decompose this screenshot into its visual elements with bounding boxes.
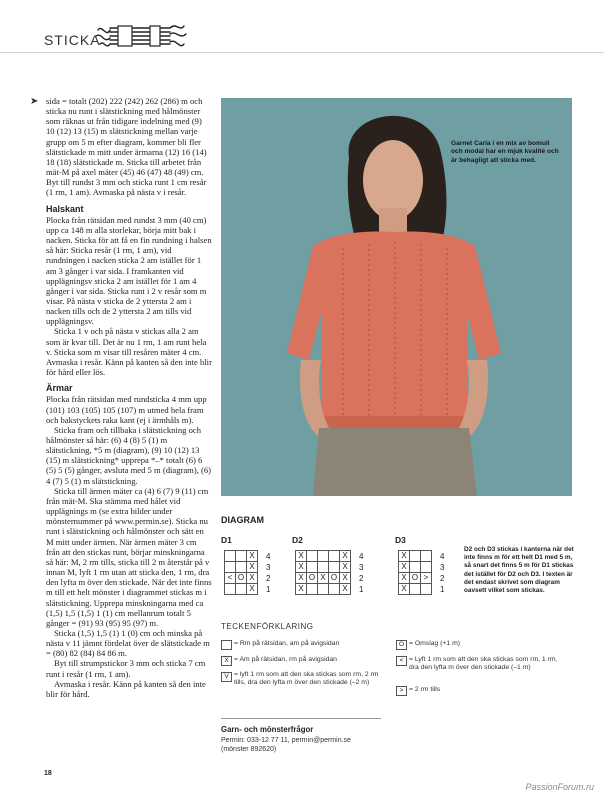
diagram-row-number: 4	[440, 552, 445, 561]
diagram-cell	[307, 562, 318, 573]
d2-grid	[295, 550, 351, 595]
legend-symbol-dec2: V	[221, 672, 232, 682]
diagram-row-number: 4	[266, 552, 271, 561]
diagram-cell	[410, 584, 421, 595]
paragraph-6: Sticka till ärmen mäter ca (4) 6 (7) 9 (11) cm från mät-M. Ska stämma med hålet vid upplägnings m (se extra bilder under mönsternummer på www.permin.se). Sticka nu runt i slätstickning och hålmönster och sätt en M mitt under ärmen. När ärmen mäter 3 cm från att den stickas runt, börjar minskningarna så här: M, 2 rm tills, sticka till 2 m återstår på v innan M, lyft 1 rm utan att sticka den, 1 rm, dra den lyfta m över den stickade. När det inte finns m till ett helt mönster i diagrammet stickas m i slätstickning. Upprepa minskningarna med ca (1,5) 1,5 (1,5) 1 (1) cm mellanrum totalt 5 gånger = (91) 93 (95) 95 (97) m.	[46, 485, 212, 628]
diagram-row-number: 2	[440, 574, 445, 583]
diagram-row	[399, 562, 432, 573]
page-number: 18	[44, 770, 52, 777]
diagram-cell: X	[296, 584, 307, 595]
diagram-row-number: 3	[440, 563, 445, 572]
legend-title: TECKENFÖRKLARING	[221, 622, 314, 631]
diagram-cell: X	[340, 562, 351, 573]
diagram-cell: X	[340, 551, 351, 562]
diagram-row-number: 3	[359, 563, 364, 572]
d1-row-numbers	[266, 551, 270, 595]
diagram-cell: X	[296, 551, 307, 562]
diagram-cell	[318, 584, 329, 595]
diagram-cell	[329, 551, 340, 562]
diagram-row	[296, 573, 351, 584]
diagram-cell: X	[296, 562, 307, 573]
contact-info	[221, 736, 421, 754]
paragraph-8: Byt till strumpstickor 3 mm och sticka 7 cm runt i resår (1 rm, 1 am).	[46, 658, 206, 679]
diagram-cell: X	[340, 573, 351, 584]
contact-line-2: (mönster 892620)	[221, 746, 277, 753]
paragraph-2: Plocka från rätsidan med rundst 3 mm (40 cm) upp ca 148 m alla storlekar, börja mitt bak i nacken. Sticka för att få en fin rundning i halsen så här: Sticka resår (1 rm, 1 am), vid rundningen i nacken sticka 2 am istället för 1 am 3 gånger i var sida. I framkanten vid upplägningsv sticka 2 am istället för 1 am 4 gånger i var sida. Sticka runt i 2 v resår som m visar. På nästa v sticka de 2 yttersta 2 am i nacken tills och de 2 yttersta 2 am tills vid upplägningsv.	[46, 214, 212, 327]
legend-text-k2tog: = 2 rm tills	[409, 686, 441, 693]
diagram-cell: X	[296, 573, 307, 584]
d2-label: D2	[292, 535, 303, 545]
diagram-row	[225, 562, 258, 573]
diagram-cell	[225, 562, 236, 573]
diagram-cell: O	[307, 573, 318, 584]
diagram-title: DIAGRAM	[221, 515, 264, 525]
diagram-cell	[236, 551, 247, 562]
diagram-row	[225, 573, 258, 584]
d3-row-numbers	[440, 551, 444, 595]
diagram-cell	[225, 551, 236, 562]
model-photo	[221, 98, 572, 496]
continue-arrow-icon: ➤	[30, 96, 39, 107]
diagram-row	[399, 573, 432, 584]
diagram-cell	[307, 584, 318, 595]
d1-grid	[224, 550, 258, 595]
diagram-row-number: 1	[266, 585, 271, 594]
diagram-cell: X	[247, 562, 258, 573]
diagram-cell	[236, 562, 247, 573]
legend-text-yarnover: = Omslag (+1 m)	[409, 640, 460, 647]
photo-caption: Garnet Carla i en mix av bomull och modal har en mjuk kvalité och är behagligt att sticka med.	[451, 140, 559, 164]
diagram-row	[225, 551, 258, 562]
diagram-row-number: 2	[359, 574, 364, 583]
diagram-cell	[329, 584, 340, 595]
diagram-row	[296, 551, 351, 562]
paragraph-4: Plocka från rätsidan med rundsticka 4 mm upp (101) 103 (105) 105 (107) m utmed hela fram och bakstyckets raka kant (ej i ärmhåls m).	[46, 394, 207, 425]
diagram-cell: X	[399, 551, 410, 562]
d3-label: D3	[395, 535, 406, 545]
diagram-row	[296, 562, 351, 573]
diagram-cell: X	[399, 573, 410, 584]
legend-symbol-skp: <	[396, 656, 407, 666]
diagram-row	[225, 584, 258, 595]
yarn-skein-icon	[92, 16, 188, 56]
paragraph-7: Sticka (1,5) 1,5 (1) 1 (0) cm och minska på nästa v 11 jämnt fördelat över de slätstickade m = (80) 82 (84) 84 86 m.	[46, 627, 210, 659]
legend-symbol-knit	[221, 640, 232, 650]
legend-text-dec2: = lyft 1 rm som att den ska stickas som rm, 2 rm tills, dra den lyfta m över den stickade (–2 m)	[234, 671, 379, 687]
contact-title: Garn- och mönsterfrågor	[221, 725, 314, 734]
diagram-cell: <	[225, 573, 236, 584]
diagram-cell: X	[340, 584, 351, 595]
diagram-cell	[421, 562, 432, 573]
diagram-row	[399, 551, 432, 562]
d3-grid	[398, 550, 432, 595]
diagram-cell	[318, 551, 329, 562]
diagram-cell	[225, 584, 236, 595]
diagram-cell: X	[399, 584, 410, 595]
d1-label: D1	[221, 535, 232, 545]
diagram-cell	[410, 562, 421, 573]
diagram-cell: X	[247, 573, 258, 584]
diagram-cell: X	[399, 562, 410, 573]
legend-text-skp: = Lyft 1 rm som att den ska stickas som rm, 1 rm, dra den lyfta m över den stickade (–1 m)	[409, 656, 558, 672]
diagram-cell	[410, 551, 421, 562]
legend-symbol-yarnover: O	[396, 640, 407, 650]
diagram-cell	[318, 562, 329, 573]
section-label: STICKA	[44, 32, 101, 48]
diagram-row	[399, 584, 432, 595]
diagram-row	[296, 584, 351, 595]
diagram-cell: X	[247, 584, 258, 595]
diagram-cell	[421, 551, 432, 562]
legend-symbol-k2tog: >	[396, 686, 407, 696]
paragraph-9: Avmaska i resår. Känn på kanten så den inte blir för hård.	[46, 678, 206, 699]
instruction-column	[46, 96, 212, 699]
diagram-cell: >	[421, 573, 432, 584]
paragraph-1: sida = totalt (202) 222 (242) 262 (286) m och sticka nu runt i slätstickning med hålmönster som räknas ut från tidigare indelning med (9) 10 (12) 13 (15) m slätstickning mellan varje grupp om 5 m efter diagram, kommer bli fler slätstickade m mitt under ärmarna (12) 16 (14) 18 (18) slätstickade m. Sticka till arbetet från mät-M på axel mäter (45) 46 (47) 48 (49) cm. Byt till rundst 3 mm och sticka runt 1 cm resår (1 rm, 1 am). Avmaska på nästa v i resår.	[46, 96, 207, 198]
contact-divider	[221, 718, 381, 719]
diagram-cell: X	[247, 551, 258, 562]
diagram-cell: X	[318, 573, 329, 584]
legend-text-purl: = Am på rätsidan, rm på avigsidan	[234, 656, 337, 663]
contact-line-1: Permin: 033-12 77 11, permin@permin.se	[221, 737, 351, 744]
diagram-cell: O	[329, 573, 340, 584]
diagram-cell	[307, 551, 318, 562]
diagram-cell	[236, 584, 247, 595]
diagram-cell	[329, 562, 340, 573]
diagram-cell: O	[236, 573, 247, 584]
heading-halskant: Halskant	[46, 203, 84, 214]
paragraph-5: Sticka fram och tillbaka i slätstickning och hålmönster så här: (6) 4 (8) 5 (1) m slätstickning, *5 m (diagram), (9) 10 (12) 13 (15) m slätstickning* upprepa *–* totalt (6) 6 (5) 5 (5) gånger, avsluta med 5 m (diagram), (6) 4 (7) 5 (1) m slätstickning.	[46, 424, 212, 486]
diagram-row-number: 3	[266, 563, 271, 572]
diagram-cell: O	[410, 573, 421, 584]
legend-symbol-purl: X	[221, 656, 232, 666]
diagram-row-number: 2	[266, 574, 271, 583]
watermark: PassionForum.ru	[525, 782, 594, 792]
diagram-cell	[421, 584, 432, 595]
header-divider	[0, 52, 604, 53]
header-band	[0, 0, 604, 52]
diagram-row-number: 1	[440, 585, 445, 594]
diagram-row-number: 4	[359, 552, 364, 561]
heading-armar: Ärmar	[46, 383, 73, 394]
d2-row-numbers	[359, 551, 363, 595]
paragraph-3: Sticka 1 v och på nästa v stickas alla 2 am som är kvar till. Det är nu 1 rm, 1 am runt hela v. Sticka som m visar till resåren mäter 4 cm. Avmaska i resår. Känn på kanten så den inte blir för hård eller lös.	[46, 326, 212, 378]
diagram-row-number: 1	[359, 585, 364, 594]
legend-text-knit: = Rm på rätsidan, am på avigsidan	[234, 640, 340, 647]
diagram-note: D2 och D3 stickas i kanterna när det inte finns m för ett helt D1 med 5 m, så snart det finns 5 m för D1 stickas det istället för D2 och D3. I texten är det endast skrivet som diagram oavsett vilket som stickas.	[464, 546, 574, 595]
